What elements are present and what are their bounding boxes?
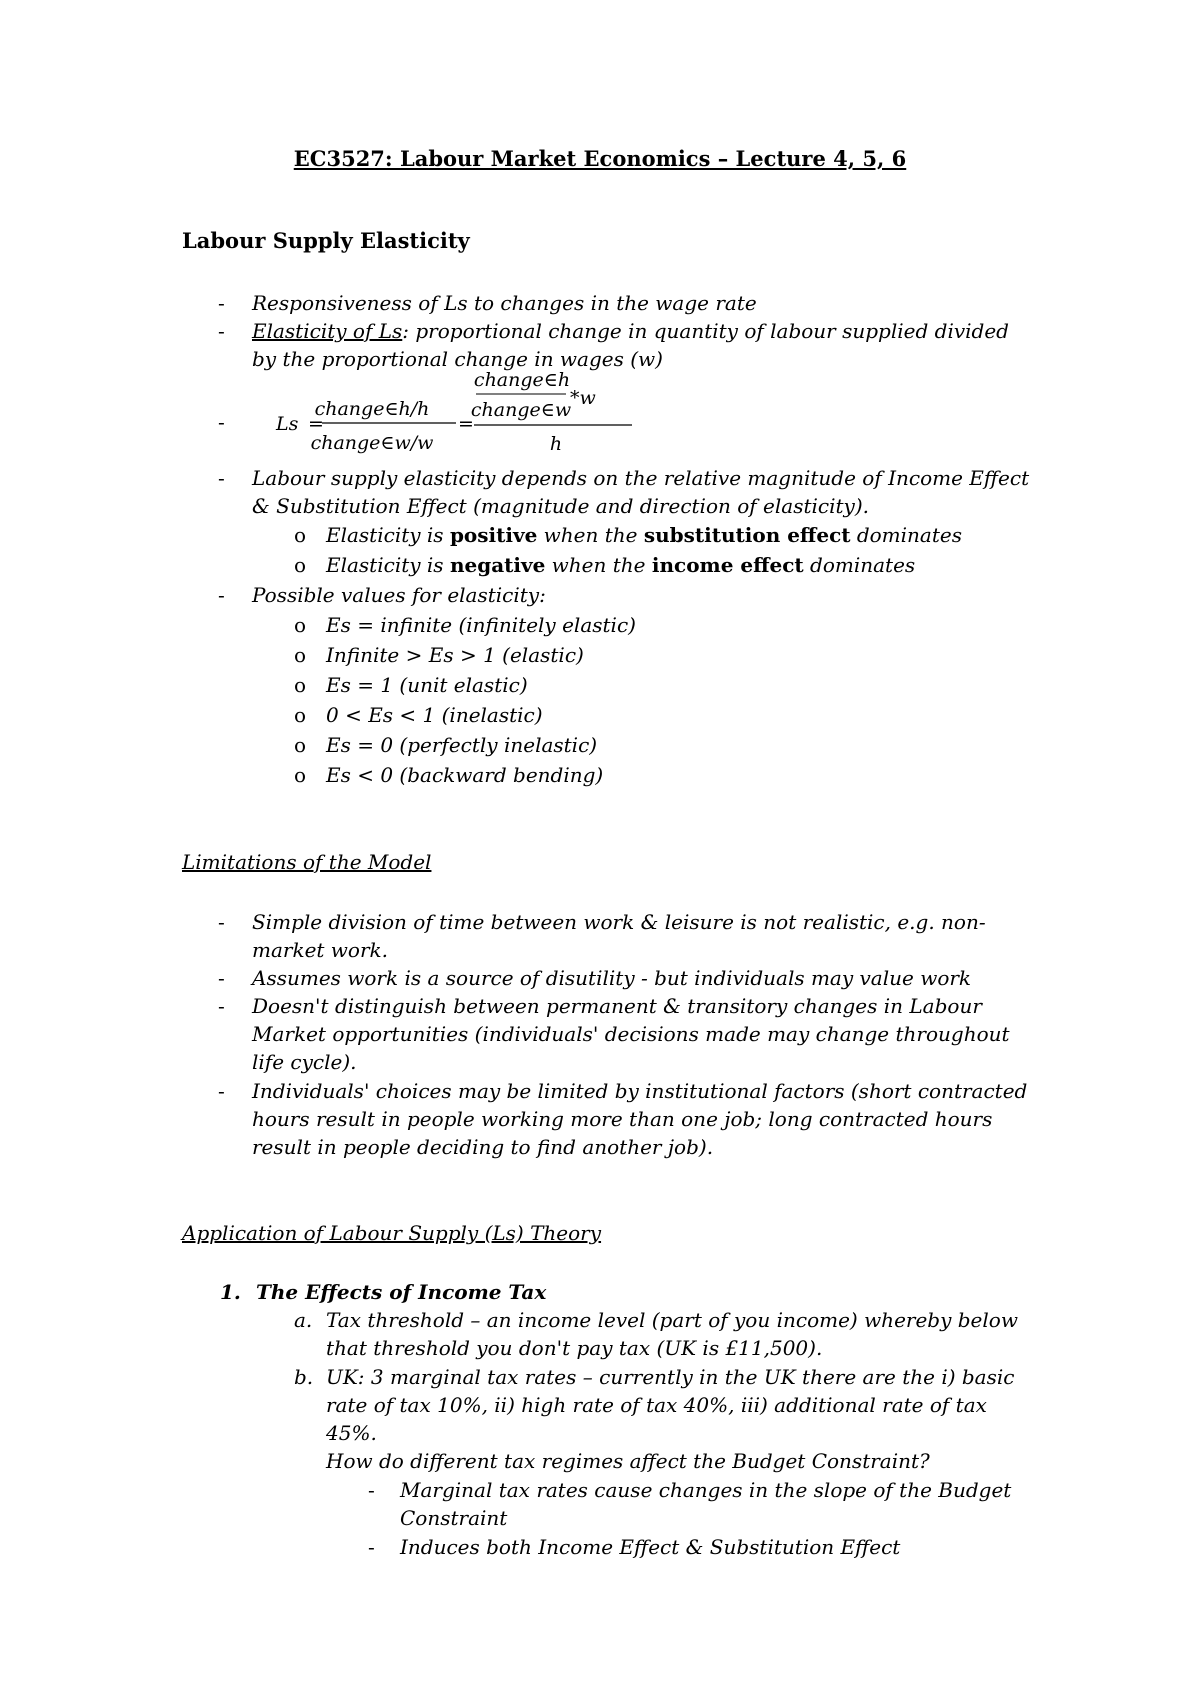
text: dominates xyxy=(803,553,916,577)
list-item-continuation: life cycle). xyxy=(252,1050,357,1074)
list-item xyxy=(252,317,1009,345)
bullet-dash: - xyxy=(218,910,225,934)
section-heading-application: Application of Labour Supply (Ls) Theory xyxy=(182,1221,602,1245)
bullet-dash: - xyxy=(218,1079,225,1103)
sub-list-item: Es = 1 (unit elastic) xyxy=(326,673,528,697)
list-item: Assumes work is a source of disutility - but individuals may value work xyxy=(252,966,972,990)
bullet-circle: o xyxy=(294,673,307,697)
list-item: Simple division of time between work & leisure is not realistic, e.g. non- xyxy=(252,910,986,934)
sub-list-item: 0 < Es < 1 (inelastic) xyxy=(326,703,543,727)
sub-list-item: Es < 0 (backward bending) xyxy=(326,763,604,787)
text: when the xyxy=(537,523,644,547)
list-item-text: : proportional change in quantity of labour supplied divided xyxy=(402,319,1009,343)
list-item-continuation: Market opportunities (individuals' decisions made may change throughout xyxy=(252,1022,1010,1046)
bullet-circle: o xyxy=(294,523,307,547)
emphasis: substitution effect xyxy=(643,523,851,547)
elasticity-formula xyxy=(270,368,650,460)
bullet-circle: o xyxy=(294,553,307,577)
formula-inner-denominator: change∈w xyxy=(470,399,572,421)
list-item-continuation: by the proportional change in wages (w) xyxy=(252,347,663,371)
numbered-item-heading: The Effects of Income Tax xyxy=(256,1280,547,1304)
formula-denominator-1: change∈w/w xyxy=(310,432,434,454)
sub-list-item: Tax threshold – an income level (part of you income) whereby below xyxy=(326,1308,1018,1332)
text: when the xyxy=(545,553,652,577)
formula-inner-numerator: change∈h xyxy=(473,369,571,391)
bullet-circle: o xyxy=(294,643,307,667)
list-item-continuation: & Substitution Effect (magnitude and direction of elasticity). xyxy=(252,494,869,518)
sub-list-question: How do different tax regimes affect the Budget Constraint? xyxy=(326,1449,930,1473)
bullet-dash: - xyxy=(218,966,225,990)
list-item: Labour supply elasticity depends on the relative magnitude of Income Effect xyxy=(252,466,1030,490)
bullet-circle: o xyxy=(294,733,307,757)
sub-list-item-continuation: rate of tax 10%, ii) high rate of tax 40%, iii) additional rate of tax xyxy=(326,1393,987,1417)
sub-list-item xyxy=(326,521,962,549)
formula-denominator-2: h xyxy=(549,433,563,455)
nested-list-item-continuation: Constraint xyxy=(400,1506,508,1530)
bullet-dash: - xyxy=(218,583,225,607)
sub-list-item xyxy=(326,551,915,579)
sub-list-item: Infinite > Es > 1 (elastic) xyxy=(326,643,584,667)
term-elasticity-of-ls: Elasticity of Ls xyxy=(252,319,403,343)
sub-list-item: UK: 3 marginal tax rates – currently in the UK there are the i) basic xyxy=(326,1365,1015,1389)
list-item: Responsiveness of Ls to changes in the wage rate xyxy=(252,291,757,315)
bullet-dash: - xyxy=(368,1535,375,1559)
nested-list-item: Marginal tax rates cause changes in the slope of the Budget xyxy=(400,1478,1012,1502)
page-title: EC3527: Labour Market Economics – Lecture 4, 5, 6 xyxy=(293,146,907,171)
section-heading-limitations: Limitations of the Model xyxy=(182,850,432,874)
emphasis: positive xyxy=(449,523,538,547)
formula-equals: = xyxy=(308,413,324,435)
bullet-dash: - xyxy=(218,410,225,434)
sub-list-item: Es = 0 (perfectly inelastic) xyxy=(326,733,598,757)
list-item-continuation: result in people deciding to find another job). xyxy=(252,1135,714,1159)
bullet-circle: o xyxy=(294,763,307,787)
list-letter: a. xyxy=(294,1308,313,1332)
list-item: Doesn't distinguish between permanent & transitory changes in Labour xyxy=(252,994,982,1018)
formula-equals: = xyxy=(458,413,474,435)
sub-list-item-continuation: 45%. xyxy=(326,1421,377,1445)
emphasis: income effect xyxy=(651,553,804,577)
bullet-dash: - xyxy=(218,319,225,343)
sub-list-item-continuation: that threshold you don't pay tax (UK is £11,500). xyxy=(326,1336,823,1360)
text: Elasticity is xyxy=(326,523,450,547)
sub-list-item: Es = infinite (infinitely elastic) xyxy=(326,613,636,637)
bullet-dash: - xyxy=(218,994,225,1018)
bullet-dash: - xyxy=(218,466,225,490)
emphasis: negative xyxy=(449,553,546,577)
text: Elasticity is xyxy=(326,553,450,577)
list-item: Individuals' choices may be limited by institutional factors (short contracted xyxy=(252,1079,1028,1103)
list-item-continuation: market work. xyxy=(252,938,388,962)
formula-numerator-1: change∈h/h xyxy=(314,398,430,420)
formula-lhs: Ls xyxy=(276,413,299,435)
formula-times-w: *w xyxy=(570,387,596,409)
nested-list-item: Induces both Income Effect & Substitution Effect xyxy=(400,1535,901,1559)
list-item-continuation: hours result in people working more than one job; long contracted hours xyxy=(252,1107,993,1131)
bullet-dash: - xyxy=(218,291,225,315)
bullet-dash: - xyxy=(368,1478,375,1502)
bullet-circle: o xyxy=(294,613,307,637)
bullet-circle: o xyxy=(294,703,307,727)
text: dominates xyxy=(850,523,962,547)
list-letter: b. xyxy=(294,1365,314,1389)
list-item: Possible values for elasticity: xyxy=(252,583,546,607)
section-heading-elasticity: Labour Supply Elasticity xyxy=(182,228,470,253)
list-number: 1. xyxy=(220,1280,241,1304)
